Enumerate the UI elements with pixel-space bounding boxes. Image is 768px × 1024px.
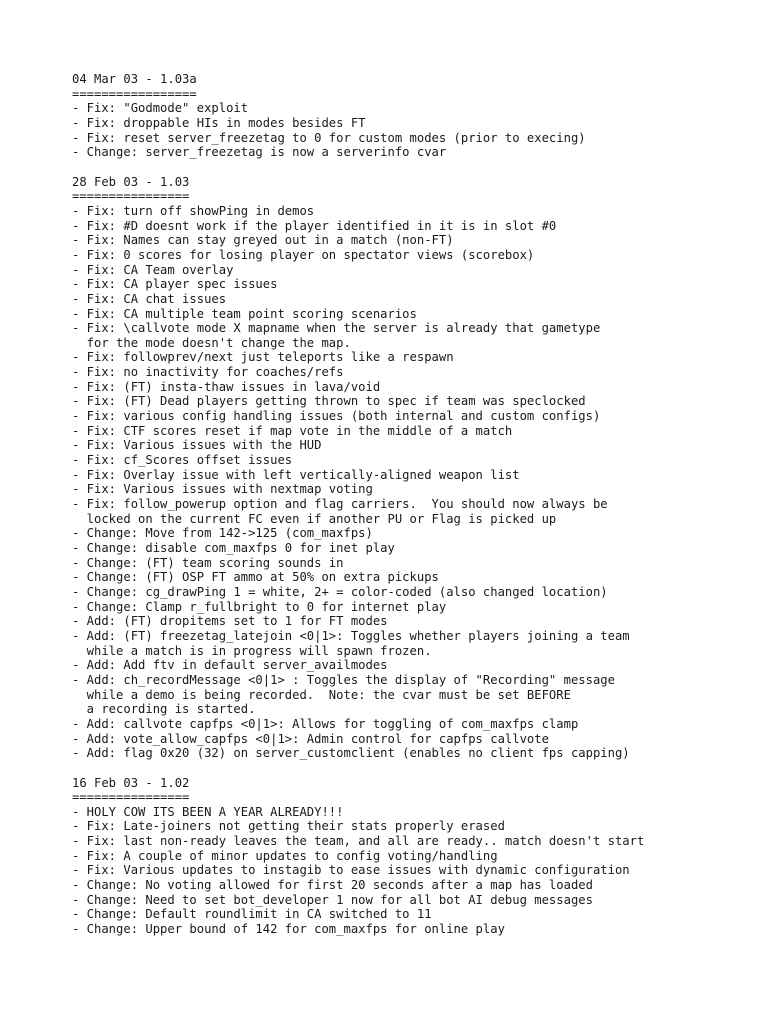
changelog-entry: - Fix: \callvote mode X mapname when the server is already that gametype: [72, 321, 601, 336]
changelog-entry: - Fix: cf_Scores offset issues: [72, 453, 293, 468]
changelog-entry: - Fix: reset server_freezetag to 0 for custom modes (prior to execing): [72, 130, 586, 145]
changelog-entry: - Fix: #D doesnt work if the player identified in it is in slot #0: [72, 218, 557, 233]
changelog-entry: - Fix: "Godmode" exploit: [72, 101, 249, 116]
section-spacer: [72, 160, 732, 175]
changelog-entry: - Change: Need to set bot_developer 1 now for all bot AI debug messages: [72, 892, 593, 907]
section-spacer: [72, 761, 732, 776]
release-heading: 16 Feb 03 - 1.02: [72, 775, 190, 790]
heading-rule: =================: [72, 86, 197, 101]
changelog-entry: - Fix: Various issues with the HUD: [72, 438, 322, 453]
changelog-entry: - HOLY COW ITS BEEN A YEAR ALREADY!!!: [72, 804, 344, 819]
changelog-entry: - Change: (FT) team scoring sounds in: [72, 555, 344, 570]
changelog-entry: a recording is started.: [72, 702, 256, 717]
release-heading: 04 Mar 03 - 1.03a: [72, 72, 197, 86]
heading-rule: ================: [72, 189, 190, 204]
changelog-entry: - Fix: Overlay issue with left vertically-aligned weapon list: [72, 467, 520, 482]
release-heading: 28 Feb 03 - 1.03: [72, 174, 190, 189]
changelog-entry: - Change: disable com_maxfps 0 for inet play: [72, 541, 395, 555]
changelog-document: [72, 72, 732, 937]
changelog-entry: - Add: (FT) freezetag_latejoin <0|1>: Toggles whether players joining a team: [72, 628, 630, 643]
heading-rule: ================: [72, 790, 190, 805]
changelog-entry: - Fix: no inactivity for coaches/refs: [72, 365, 344, 380]
release-section: [72, 776, 732, 937]
changelog-entry: - Fix: various config handling issues (both internal and custom configs): [72, 409, 601, 424]
changelog-entry: - Add: (FT) dropitems set to 1 for FT modes: [72, 614, 388, 629]
changelog-entry: - Fix: 0 scores for losing player on spectator views (scorebox): [72, 247, 535, 262]
changelog-entry: while a demo is being recorded. Note: the cvar must be set BEFORE: [72, 687, 571, 702]
changelog-entry: - Change: (FT) OSP FT ammo at 50% on extra pickups: [72, 570, 439, 585]
release-section: [72, 72, 732, 160]
changelog-entry: - Fix: CA chat issues: [72, 291, 227, 306]
changelog-entry: - Fix: Various issues with nextmap voting: [72, 482, 373, 497]
changelog-entry: - Add: callvote capfps <0|1>: Allows for toggling of com_maxfps clamp: [72, 716, 579, 731]
changelog-entry: - Change: server_freezetag is now a serverinfo cvar: [72, 145, 447, 160]
changelog-entry: - Add: Add ftv in default server_availmodes: [72, 658, 388, 673]
changelog-entry: - Change: Default roundlimit in CA switched to 11: [72, 907, 432, 922]
changelog-entry: - Fix: CTF scores reset if map vote in the middle of a match: [72, 423, 513, 438]
changelog-entry: - Fix: CA player spec issues: [72, 277, 278, 292]
changelog-entry: - Fix: Late-joiners not getting their stats properly erased: [72, 819, 505, 834]
changelog-entry: - Add: flag 0x20 (32) on server_customclient (enables no client fps capping): [72, 746, 630, 761]
changelog-entry: - Change: Clamp r_fullbright to 0 for internet play: [72, 599, 447, 614]
changelog-entry: - Add: vote_allow_capfps <0|1>: Admin control for capfps callvote: [72, 731, 549, 746]
changelog-entry: - Change: cg_drawPing 1 = white, 2+ = color-coded (also changed location): [72, 584, 608, 599]
changelog-entry: for the mode doesn't change the map.: [72, 335, 351, 350]
changelog-entry: - Fix: (FT) insta-thaw issues in lava/void: [72, 379, 381, 394]
changelog-entry: - Fix: (FT) Dead players getting thrown to spec if team was speclocked: [72, 394, 586, 409]
changelog-entry: - Change: Upper bound of 142 for com_maxfps for online play: [72, 922, 505, 937]
changelog-entry: - Fix: Names can stay greyed out in a match (non-FT): [72, 233, 454, 248]
changelog-entry: - Fix: Various updates to instagib to ease issues with dynamic configuration: [72, 863, 630, 878]
changelog-entry: - Fix: CA Team overlay: [72, 262, 234, 277]
changelog-entry: - Fix: A couple of minor updates to config voting/handling: [72, 848, 498, 863]
changelog-entry: - Add: ch_recordMessage <0|1> : Toggles the display of "Recording" message: [72, 672, 615, 687]
changelog-entry: - Fix: follow_powerup option and flag carriers. You should now always be: [72, 497, 608, 512]
release-section: [72, 175, 732, 761]
changelog-entry: while a match is in progress will spawn frozen.: [72, 643, 432, 658]
changelog-entry: - Fix: last non-ready leaves the team, and all are ready.. match doesn't start: [72, 834, 645, 849]
changelog-entry: - Fix: followprev/next just teleports like a respawn: [72, 350, 454, 365]
changelog-entry: - Change: No voting allowed for first 20 seconds after a map has loaded: [72, 878, 593, 893]
changelog-entry: - Change: Move from 142->125 (com_maxfps): [72, 526, 373, 541]
changelog-entry: - Fix: droppable HIs in modes besides FT: [72, 115, 366, 130]
changelog-entry: - Fix: turn off showPing in demos: [72, 203, 315, 218]
changelog-entry: locked on the current FC even if another PU or Flag is picked up: [72, 511, 557, 526]
changelog-entry: - Fix: CA multiple team point scoring scenarios: [72, 306, 417, 321]
